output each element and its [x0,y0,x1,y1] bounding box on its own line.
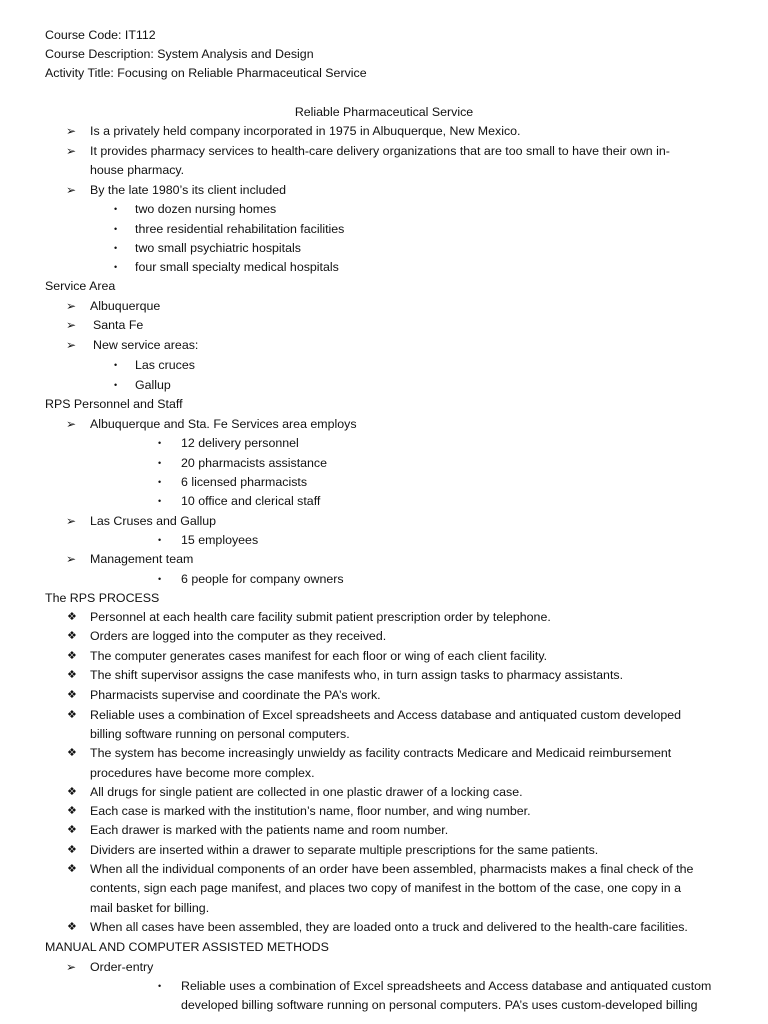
list-item-continuation: procedures have become more complex. [90,766,315,780]
bullet-icon: • [114,243,118,253]
section-heading: RPS Personnel and Staff [45,397,183,411]
diamond-bullet-icon: ❖ [67,824,77,836]
list-item-continuation: billing software running on personal computers. [90,727,350,741]
bullet-icon: • [158,496,162,506]
list-item-continuation: mail basket for billing. [90,901,210,915]
bullet-icon: • [114,360,118,370]
diamond-bullet-icon: ❖ [67,630,77,642]
sub-list-item: two dozen nursing homes [135,202,277,216]
document-title: Reliable Pharmaceutical Service [294,105,474,119]
bullet-icon: • [158,981,162,991]
bullet-icon: • [158,438,162,448]
sub-list-item: four small specialty medical hospitals [135,260,339,274]
diamond-bullet-icon: ❖ [67,611,77,623]
list-item-continuation: contents, sign each page manifest, and places two copy of manifest in the bottom of the case, one copy in a [90,881,681,895]
diamond-bullet-icon: ❖ [67,786,77,798]
list-item: Is a privately held company incorporated in 1975 in Albuquerque, New Mexico. [90,124,521,138]
list-item: Reliable uses a combination of Excel spreadsheets and Access database and antiquated custom developed [90,708,682,722]
diamond-bullet-icon: ❖ [67,863,77,875]
arrow-bullet-icon: ➢ [66,183,77,197]
list-item: All drugs for single patient are collected in one plastic drawer of a locking case. [90,785,523,799]
list-item: Management team [90,552,194,566]
arrow-bullet-icon: ➢ [66,514,77,528]
list-item: Each drawer is marked with the patients name and room number. [90,823,449,837]
arrow-bullet-icon: ➢ [66,960,77,974]
arrow-bullet-icon: ➢ [66,124,77,138]
bullet-icon: • [114,380,118,390]
arrow-bullet-icon: ➢ [66,299,77,313]
arrow-bullet-icon: ➢ [66,417,77,431]
bullet-icon: • [158,477,162,487]
bullet-icon: • [158,574,162,584]
sub-list-item: 6 licensed pharmacists [181,475,308,489]
sub-list-item: Reliable uses a combination of Excel spreadsheets and Access database and antiquated custom [181,979,712,993]
section-heading: Service Area [45,279,116,293]
list-item: Albuquerque and Sta. Fe Services area employs [90,417,357,431]
sub-list-item: 10 office and clerical staff [181,494,321,508]
sub-list-item: 20 pharmacists assistance [181,456,328,470]
list-item: Dividers are inserted within a drawer to separate multiple prescriptions for the same patients. [90,843,599,857]
sub-list-item: 6 people for company owners [181,572,344,586]
list-item: Each case is marked with the institution’s name, floor number, and wing number. [90,804,531,818]
sub-list-item: Gallup [135,378,171,392]
bullet-icon: • [114,204,118,214]
diamond-bullet-icon: ❖ [67,747,77,759]
diamond-bullet-icon: ❖ [67,709,77,721]
diamond-bullet-icon: ❖ [67,650,77,662]
list-item: Las Cruses and Gallup [90,514,217,528]
list-item: New service areas: [93,338,199,352]
list-item: Santa Fe [93,318,144,332]
diamond-bullet-icon: ❖ [67,844,77,856]
list-item: Orders are logged into the computer as they received. [90,629,387,643]
diamond-bullet-icon: ❖ [67,921,77,933]
list-item: By the late 1980’s its client included [90,183,287,197]
arrow-bullet-icon: ➢ [66,338,77,352]
list-item-continuation: house pharmacy. [90,163,185,177]
list-item: The system has become increasingly unwieldy as facility contracts Medicare and Medicaid reimbursement [90,746,672,760]
course-code: Course Code: IT112 [45,28,156,42]
bullet-icon: • [158,535,162,545]
activity-title: Activity Title: Focusing on Reliable Pharmaceutical Service [45,66,367,80]
sub-list-item: 15 employees [181,533,259,547]
section-heading: MANUAL AND COMPUTER ASSISTED METHODS [45,940,329,954]
bullet-icon: • [114,262,118,272]
sub-list-item: two small psychiatric hospitals [135,241,301,255]
diamond-bullet-icon: ❖ [67,805,77,817]
arrow-bullet-icon: ➢ [66,552,77,566]
list-item: It provides pharmacy services to health-care delivery organizations that are too small to have their own in- [90,144,670,158]
list-item: When all cases have been assembled, they are loaded onto a truck and delivered to the health-care facilities. [90,920,688,934]
course-description: Course Description: System Analysis and Design [45,47,314,61]
list-item: Pharmacists supervise and coordinate the PA’s work. [90,688,381,702]
arrow-bullet-icon: ➢ [66,144,77,158]
sub-list-item: three residential rehabilitation facilities [135,222,345,236]
diamond-bullet-icon: ❖ [67,669,77,681]
list-item: Order-entry [90,960,154,974]
list-item: When all the individual components of an order have been assembled, pharmacists makes a final check of the [90,862,694,876]
bullet-icon: • [114,224,118,234]
list-item: The shift supervisor assigns the case manifests who, in turn assign tasks to pharmacy assistants. [90,668,624,682]
diamond-bullet-icon: ❖ [67,689,77,701]
list-item: Albuquerque [90,299,161,313]
sub-list-item-continuation: developed billing software running on personal computers. PA’s uses custom-developed billing [181,998,698,1012]
sub-list-item: Las cruces [135,358,195,372]
bullet-icon: • [158,458,162,468]
list-item: The computer generates cases manifest for each floor or wing of each client facility. [90,649,548,663]
arrow-bullet-icon: ➢ [66,318,77,332]
section-heading: The RPS PROCESS [45,591,160,605]
sub-list-item: 12 delivery personnel [181,436,299,450]
list-item: Personnel at each health care facility submit patient prescription order by telephone. [90,610,551,624]
